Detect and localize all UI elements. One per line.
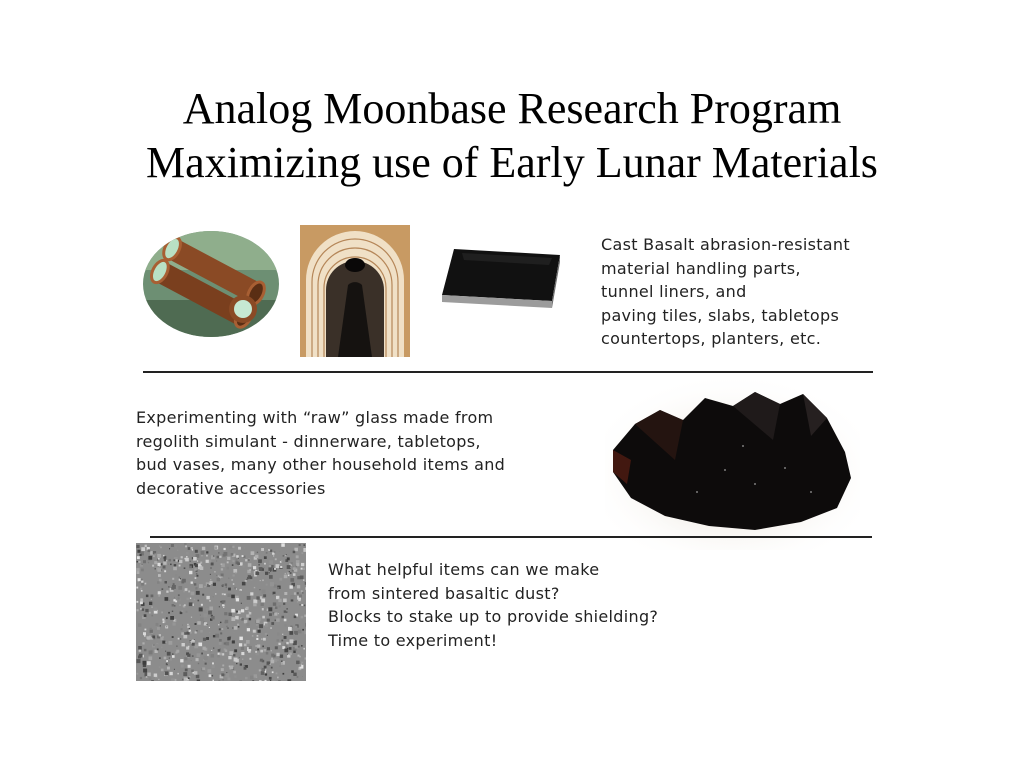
caption-line: Time to experiment!: [328, 630, 498, 650]
caption-line: What helpful items can we make: [328, 560, 600, 579]
caption-line: Cast Basalt abrasion-resistant: [601, 235, 850, 254]
caption-line: bud vases, many other household items and: [136, 455, 506, 474]
section-divider: [150, 536, 872, 538]
raw-glass-caption: [136, 406, 505, 500]
caption-line: tunnel liners, and: [601, 282, 747, 301]
slide-title: [0, 82, 1024, 190]
caption-line: from sintered basaltic dust?: [328, 583, 560, 603]
raw-glass-image: [605, 380, 860, 550]
caption-line: regolith simulant - dinnerware, tabletops,: [136, 431, 481, 451]
caption-line: Blocks to stake up to provide shielding?: [328, 607, 659, 626]
tunnel-liner-image: [300, 225, 410, 357]
cast-basalt-caption: [601, 233, 850, 351]
sintered-dust-caption: [328, 558, 658, 652]
section-divider: [143, 371, 873, 373]
caption-line: countertops, planters, etc.: [601, 329, 822, 348]
caption-line: Experimenting with “raw” glass made from: [136, 408, 494, 427]
basalt-slab-image: [440, 245, 562, 311]
sintered-regolith-image: [136, 543, 306, 681]
caption-line: decorative accessories: [136, 478, 326, 498]
title-line-1: Analog Moonbase Research Program: [182, 84, 842, 133]
title-line-2: Maximizing use of Early Lunar Materials: [146, 138, 878, 187]
cast-basalt-pipes-image: [142, 230, 280, 338]
caption-line: material handling parts,: [601, 258, 801, 278]
caption-line: paving tiles, slabs, tabletops: [601, 305, 840, 325]
